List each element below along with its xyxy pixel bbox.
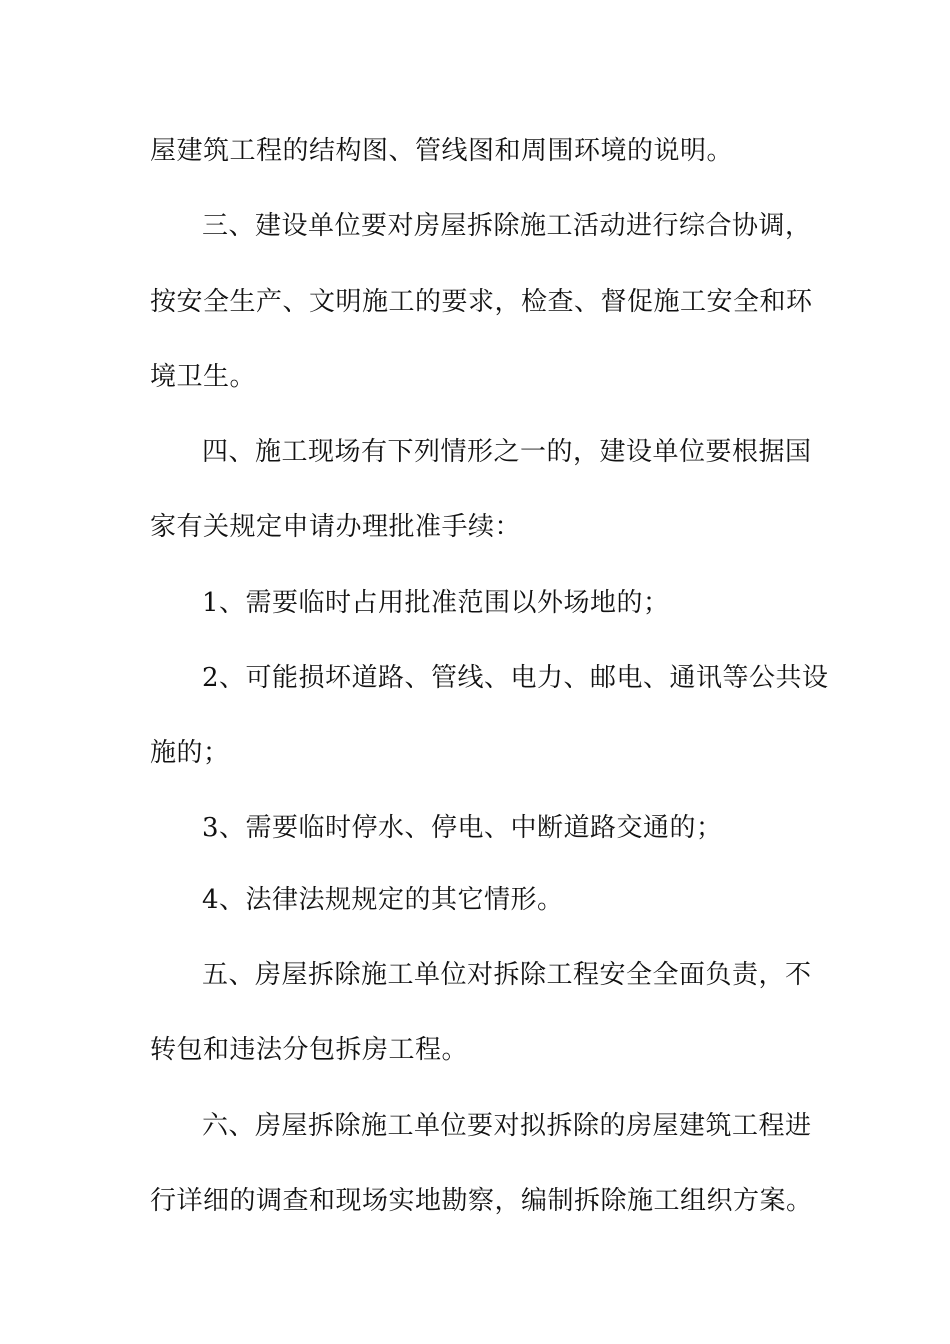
text-line-3: 按安全生产、文明施工的要求，检查、督促施工安全和环 xyxy=(150,287,813,317)
text-line-12: 五、房屋拆除施工单位对拆除工程安全全面负责，不 xyxy=(202,960,812,990)
text-line-10: 3、需要临时停水、停电、中断道路交通的； xyxy=(202,813,723,843)
text-line-7: 1、需要临时占用批准范围以外场地的； xyxy=(202,588,670,618)
text-line-9: 施的； xyxy=(150,738,230,768)
text-line-13: 转包和违法分包拆房工程。 xyxy=(150,1035,469,1065)
text-line-14: 六、房屋拆除施工单位要对拟拆除的房屋建筑工程进 xyxy=(202,1111,812,1141)
text-line-1: 屋建筑工程的结构图、管线图和周围环境的说明。 xyxy=(150,136,734,166)
text-line-11: 4、法律法规规定的其它情形。 xyxy=(202,885,564,915)
text-line-5: 四、施工现场有下列情形之一的，建设单位要根据国 xyxy=(202,437,812,467)
text-line-15: 行详细的调查和现场实地勘察，编制拆除施工组织方案。 xyxy=(150,1186,813,1216)
text-line-2: 三、建设单位要对房屋拆除施工活动进行综合协调， xyxy=(202,211,812,241)
text-line-4: 境卫生。 xyxy=(150,362,257,392)
text-line-6: 家有关规定申请办理批准手续： xyxy=(150,512,522,542)
text-line-8: 2、可能损坏道路、管线、电力、邮电、通讯等公共设 xyxy=(202,663,829,693)
